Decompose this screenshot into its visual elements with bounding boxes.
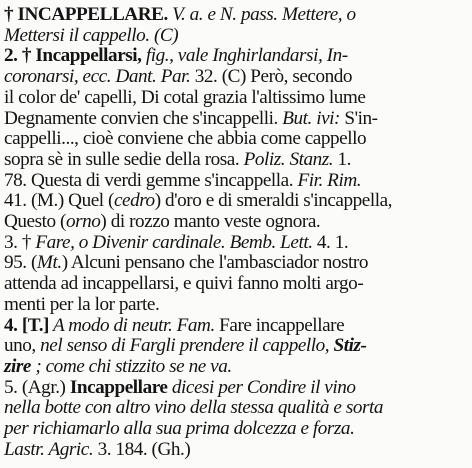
text-segment: sopra sè in sulle sedie della rosa. [4,148,240,170]
text-segment: Fare, o Divenir cardinale. Bemb. Lett. [30,231,313,253]
text-segment: ; come chi stizzito se ne va. [30,355,232,377]
text-line [4,211,320,233]
text-line [4,108,378,130]
text-segment: 2. † Incappellarsi, [4,45,142,67]
text-segment: uno, [4,335,36,357]
text-segment: Mettersi il cappello. (C) [4,24,179,46]
text-line [4,66,352,88]
text-segment: menti per la lor parte. [4,293,160,315]
text-line [4,128,366,150]
text-segment: 32. (C) Però, secondo [190,66,353,88]
text-segment: nella botte con altro vino della stessa qualità e sorta [4,397,384,419]
text-line [4,190,392,212]
text-segment: Lastr. Agric. [4,438,94,460]
text-segment: A modo di neutr. Fam. [49,314,215,336]
text-segment: V. a. e N. pass. Mettere, o [167,4,356,25]
text-segment: ) Alcuni pensano che l'ambasciador nostro [61,252,368,274]
text-segment: 3. 184. (Gh.) [93,438,191,460]
text-line [4,315,344,337]
text-segment: orno [65,211,101,232]
text-segment: 4. 1. [312,231,349,253]
text-segment: Incappellare [65,376,168,398]
text-segment: Stiz- [329,335,367,357]
text-segment: dicesi per Condire il vino [167,376,356,398]
text-line [4,397,383,419]
text-segment: zire [4,355,31,377]
text-segment: cedro [113,190,155,212]
text-segment: Questo ( [4,211,66,232]
text-line [4,439,190,461]
text-line [4,418,354,440]
text-segment: ) d'oro e di smeraldi s'incappella, [154,190,393,212]
text-segment: coronarsi, ecc. Dant. Par. [4,66,191,88]
text-segment: 78. Questa di verdi gemme s'incappella. [4,169,294,191]
text-segment: † INCAPPELLARE. [4,4,168,25]
text-line [4,356,232,378]
text-line [4,252,368,274]
text-segment: per richiamarlo alla sua prima dolcezza e forza. [4,418,355,439]
text-segment: Degnamente convien che s'incappelli. [4,107,278,129]
text-line [4,4,356,26]
text-segment: 5. (Agr.) [4,376,66,398]
text-line [4,25,178,47]
text-line [4,377,356,399]
text-segment: 4. [T.] [4,314,49,336]
text-segment: 3. † [4,231,31,253]
text-line [4,170,361,192]
text-segment: il color de' capelli, Di cotal grazia l'altissimo lume [4,86,366,108]
text-segment: cappelli..., cioè conviene che abbia come cappello [4,128,367,150]
text-line [4,149,351,171]
text-line [4,45,348,67]
text-segment: ) di rozzo manto veste ognora. [100,211,321,232]
text-segment: Fir. Rim. [293,169,362,191]
text-segment: Poliz. Stanz. [239,148,334,170]
text-segment: Mt. [36,252,62,274]
text-line [4,294,159,316]
text-segment: 41. (M.) Quel ( [4,190,114,212]
text-segment: attenda ad incappellarsi, e quivi fanno molti argo- [4,273,364,295]
text-line [4,232,348,254]
text-segment: 95. ( [4,252,37,274]
text-segment: nel senso di Fargli prendere il cappello, [35,335,330,357]
text-segment: fig., vale Inghirlandarsi, In- [141,45,348,67]
text-segment: 1. [333,148,351,170]
text-segment: S'in- [340,107,378,129]
text-line [4,273,363,295]
text-segment: Fare incappellare [214,314,345,336]
text-segment: But. ivi: [277,107,340,129]
text-line [4,87,365,109]
text-line [4,335,366,357]
